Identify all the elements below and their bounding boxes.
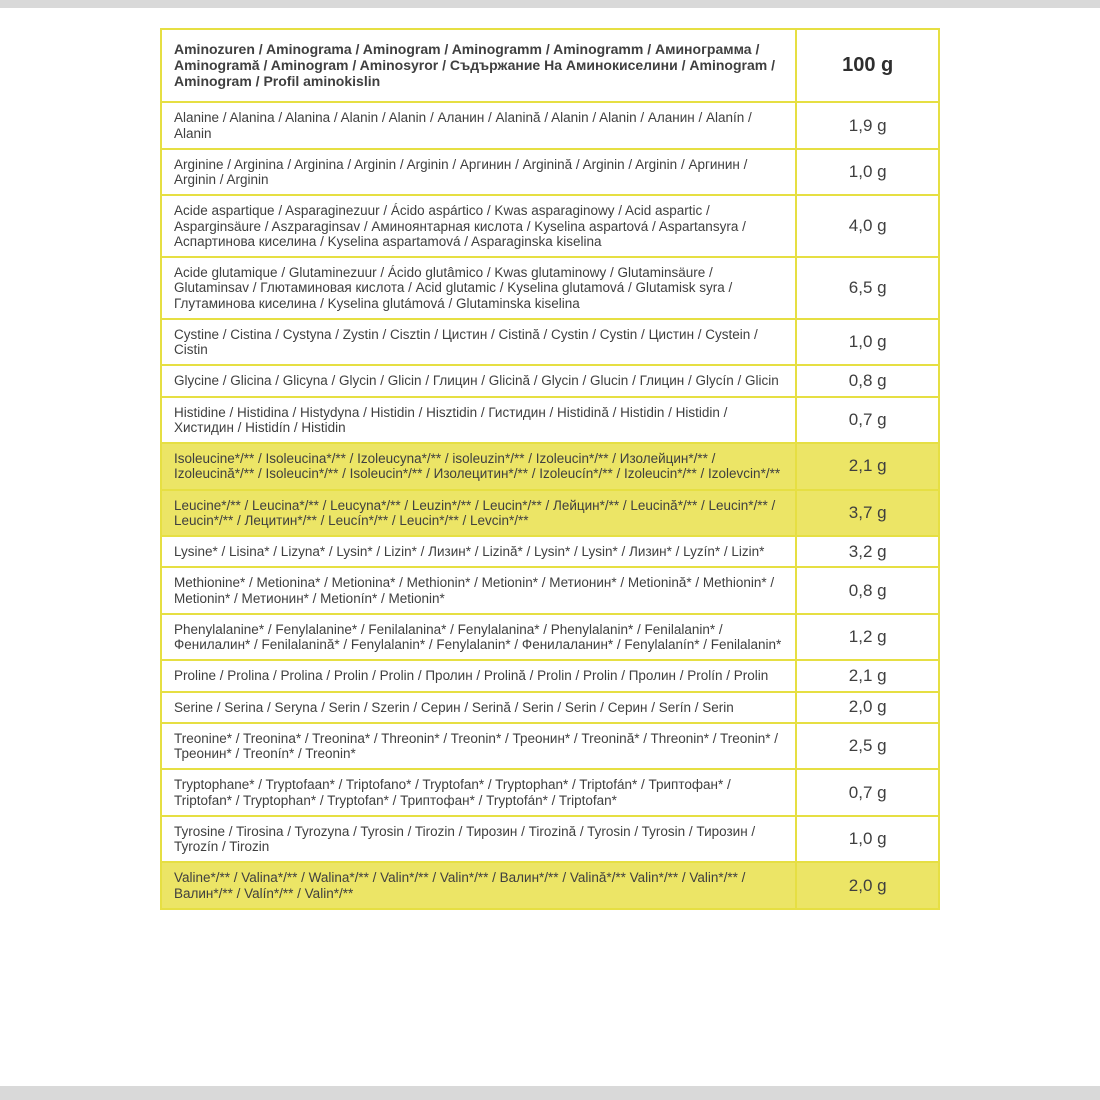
amino-acid-names: Acide glutamique / Glutaminezuur / Ácido glutâmico / Kwas glutaminowy / Glutaminsäure / Glutaminsav / Глютаминовая кислота / Acid glutamic / Kyselina glutamová / Glutamisk syra / Глутаминова киселина / Kyselina glutámová / Glutaminska kiselina: [174, 265, 733, 311]
amino-acid-amount: 2,1 g: [795, 444, 938, 489]
amino-acid-amount: 0,7 g: [795, 770, 938, 815]
table-row: [162, 815, 938, 862]
amino-acid-amount: 6,5 g: [795, 258, 938, 318]
table-row: [162, 489, 938, 536]
amino-acid-amount: 3,7 g: [795, 491, 938, 536]
table-row: [162, 318, 938, 365]
table-row: [162, 101, 938, 148]
amino-acid-amount: 0,8 g: [795, 366, 938, 395]
amino-acid-amount: 0,7 g: [795, 398, 938, 443]
table-row: [162, 691, 938, 722]
table-header-row: [162, 30, 938, 101]
amino-acid-names: Valine*/** / Valina*/** / Walina*/** / Valin*/** / Valin*/** / Валин*/** / Valină*/** Valin*/** / Valin*/** / Валин*/** / Valín*/** / Valin*/**: [174, 870, 746, 901]
table-row: [162, 535, 938, 566]
amino-acid-amount: 2,0 g: [795, 693, 938, 722]
table-row: [162, 364, 938, 395]
table-row: [162, 768, 938, 815]
table-row: [162, 861, 938, 908]
amino-acid-names: Cystine / Cistina / Cystyna / Zystin / Cisztin / Цистин / Cistină / Cystin / Cystin / Цистин / Cystein / Cistin: [174, 326, 758, 358]
amino-acid-amount: 2,0 g: [795, 863, 938, 908]
table-row: [162, 194, 938, 256]
amino-acid-names: Phenylalanine* / Fenylalanine* / Fenilalanina* / Fenylalanina* / Phenylalanin* / Fenilalanin* / Фенилалин* / Fenilalanină* / Fenylalanin* / Fenylalanin* / Фенилаланин* / Fenylalanín* / Fenilalanin*: [174, 621, 782, 653]
amino-acid-amount: 2,5 g: [795, 724, 938, 769]
page-top-edge: [0, 0, 1100, 8]
page-bottom-edge: [0, 1086, 1100, 1100]
table-row: [162, 442, 938, 489]
table-row: [162, 566, 938, 613]
amino-acid-names: Lysine* / Lisina* / Lizyna* / Lysin* / Lizin* / Лизин* / Lizină* / Lysin* / Lysin* / Лизин* / Lyzín* / Lizin*: [174, 544, 765, 560]
table-row: [162, 148, 938, 195]
amino-acid-names: Serine / Serina / Seryna / Serin / Szerin / Серин / Serină / Serin / Serin / Серин / Serín / Serin: [174, 699, 734, 715]
amino-acid-amount: 2,1 g: [795, 661, 938, 690]
amino-acid-amount: 3,2 g: [795, 537, 938, 566]
amino-acid-names: Glycine / Glicina / Glicyna / Glycin / Glicin / Глицин / Glicină / Glycin / Glucin / Глицин / Glycín / Glicin: [174, 373, 779, 389]
amino-acid-names: Leucine*/** / Leucina*/** / Leucyna*/** / Leuzin*/** / Leucin*/** / Лейцин*/** / Leucină*/** / Leucin*/** / Leucin*/** / Лецитин*/** / Leucín*/** / Leucin*/** / Levcin*/**: [174, 497, 776, 528]
table-row: [162, 256, 938, 318]
amino-acid-amount: 4,0 g: [795, 196, 938, 256]
amino-acid-names: Alanine / Alanina / Alanina / Alanin / Alanin / Аланин / Alanină / Alanin / Alanin / Аланин / Alanín / Alanin: [174, 110, 752, 141]
table-row: [162, 613, 938, 660]
amino-acid-amount: 1,0 g: [795, 320, 938, 365]
table-row: [162, 659, 938, 690]
amino-acid-amount: 1,0 g: [795, 150, 938, 195]
amino-acid-amount: 1,2 g: [795, 615, 938, 660]
amino-acid-names: Isoleucine*/** / Isoleucina*/** / Izoleucyna*/** / isoleuzin*/** / Izoleucin*/** / Изолейцин*/** / Izoleucină*/** / Isoleucin*/** / Isoleucin*/** / Изолецитин*/** / Izoleucín*/** / Izoleucin*/** / Izolevcin*/**: [174, 451, 781, 482]
amino-acid-names: Treonine* / Treonina* / Treonina* / Threonin* / Treonin* / Треонин* / Treonină* / Threonin* / Treonin* / Треонин* / Treonín* / Treonin*: [174, 730, 779, 762]
table-row: [162, 396, 938, 443]
amino-acid-amount: 1,9 g: [795, 103, 938, 148]
table-row: [162, 722, 938, 769]
table-header-title: Aminozuren / Aminograma / Aminogram / Aminogramm / Aminogramm / Аминограмма / Aminogramă / Aminogram / Aminosyror / Съдържание На Аминокиселини / Aminogram / Aminogram / Profil aminokislin: [174, 41, 775, 89]
amino-acid-names: Arginine / Arginina / Arginina / Arginin / Arginin / Аргинин / Arginină / Arginin / Arginin / Аргинин / Arginin / Arginin: [174, 156, 748, 188]
amino-acid-names: Proline / Prolina / Prolina / Prolin / Prolin / Пролин / Prolină / Prolin / Prolin / Пролин / Prolín / Prolin: [174, 668, 769, 684]
amino-acid-names: Tyrosine / Tirosina / Tyrozyna / Tyrosin / Tirozin / Тирозин / Tirozină / Tyrosin / Tyrosin / Тирозин / Tyrozín / Tirozin: [174, 823, 756, 855]
amino-acid-names: Tryptophane* / Tryptofaan* / Triptofano* / Tryptofan* / Tryptophan* / Triptofán* / Триптофан* / Triptofan* / Tryptophan* / Tryptofan* / Триптофан* / Tryptofán* / Triptofan*: [174, 777, 731, 808]
amino-acid-amount: 0,8 g: [795, 568, 938, 613]
amino-acid-names: Methionine* / Metionina* / Metionina* / Methionin* / Metionin* / Метионин* / Metionină* / Methionin* / Metionin* / Метионин* / Metionín* / Metionin*: [174, 575, 775, 606]
aminogram-table: [160, 28, 940, 910]
table-header-serving: 100 g: [795, 30, 938, 101]
amino-acid-names: Acide aspartique / Asparaginezuur / Ácido aspártico / Kwas asparaginowy / Acid aspartic / Asparginsäure / Aszparaginsav / Аминоянтарная кислота / Kyselina aspartová / Aspartansyra / Аспартинова киселина / Kyselina aspartamová / Asparaginska kiselina: [174, 203, 746, 249]
amino-acid-amount: 1,0 g: [795, 817, 938, 862]
amino-acid-names: Histidine / Histidina / Histydyna / Histidin / Hisztidin / Гистидин / Histidină / Histidin / Histidin / Хистидин / Histidín / Histidin: [174, 404, 728, 435]
